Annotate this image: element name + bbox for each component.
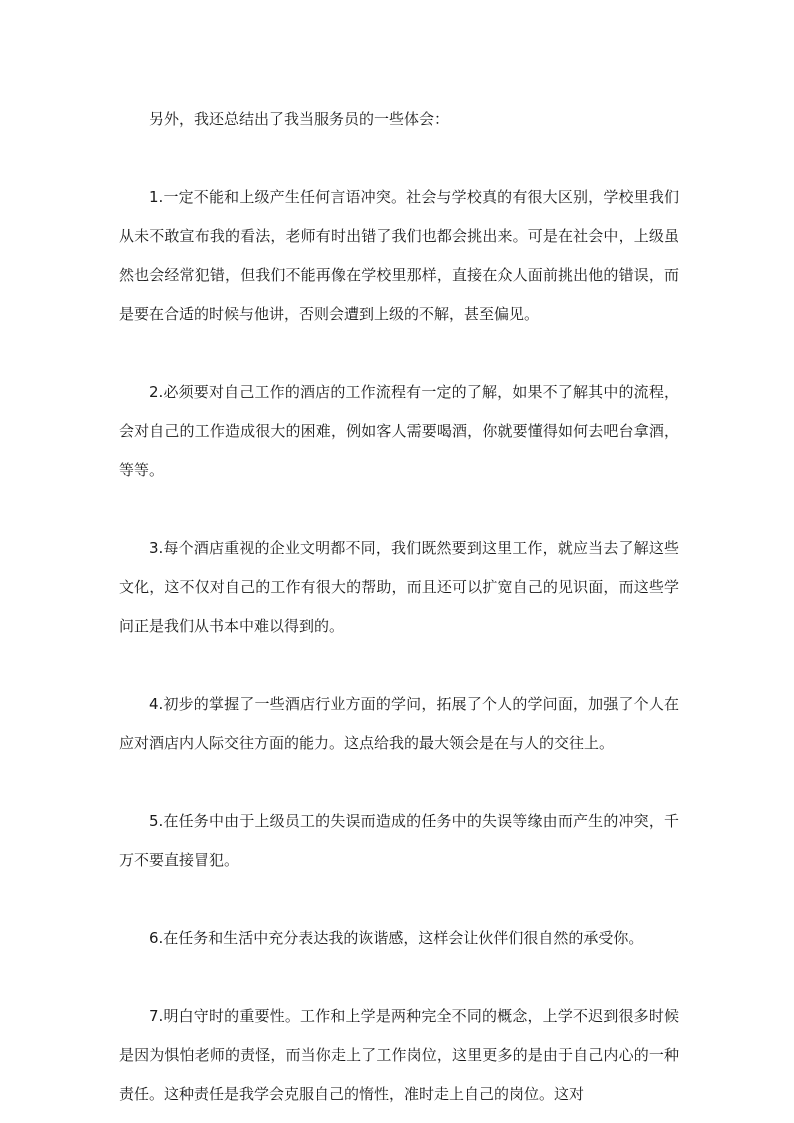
paragraph-6: 6.在任务和生活中充分表达我的诙谐感，这样会让伙伴们很自然的承受你。 — [149, 929, 644, 947]
paragraph-spacer — [119, 958, 679, 997]
paragraph-3: 3.每个酒店重视的企业文明都不同，我们既然要到这里工作，就应当去了解这些文化，这不仅对自己的工作有很大的帮助，而且还可以扩宽自己的见识面，而这些学问正是我们从书本中难以得到的。 — [119, 539, 679, 635]
paragraph-spacer — [119, 139, 679, 178]
document-body — [119, 100, 679, 1114]
paragraph-4: 4.初步的掌握了一些酒店行业方面的学问，拓展了个人的学问面，加强了个人在应对酒店内人际交往方面的能力。这点给我的最大领会是在与人的交往上。 — [119, 695, 679, 752]
paragraph-spacer — [119, 646, 679, 685]
paragraph-spacer — [119, 334, 679, 373]
paragraph-spacer — [119, 490, 679, 529]
paragraph-7: 7.明白守时的重要性。工作和上学是两种完全不同的概念，上学不迟到很多时候是因为惧怕老师的责怪，而当你走上了工作岗位，这里更多的是由于自己内心的一种责任。这种责任是我学会克服自己的惰性，准时走上自己的岗位。这对 — [119, 1007, 679, 1103]
paragraph-spacer — [119, 880, 679, 919]
paragraph-1: 1.一定不能和上级产生任何言语冲突。社会与学校真的有很大区别，学校里我们从未不敢宣布我的看法，老师有时出错了我们也都会挑出来。可是在社会中，上级虽然也会经常犯错，但我们不能再像在学校里那样，直接在众人面前挑出他的错误，而是要在合适的时候与他讲，否则会遭到上级的不解，甚至偏见。 — [119, 188, 679, 323]
paragraph-2: 2.必须要对自己工作的酒店的工作流程有一定的了解，如果不了解其中的流程，会对自己的工作造成很大的困难，例如客人需要喝酒，你就要懂得如何去吧台拿酒，等等。 — [119, 383, 679, 479]
intro-paragraph: 另外，我还总结出了我当服务员的一些体会： — [149, 110, 450, 128]
paragraph-5: 5.在任务中由于上级员工的失误而造成的任务中的失误等缘由而产生的冲突，千万不要直接冒犯。 — [119, 812, 679, 869]
paragraph-spacer — [119, 763, 679, 802]
